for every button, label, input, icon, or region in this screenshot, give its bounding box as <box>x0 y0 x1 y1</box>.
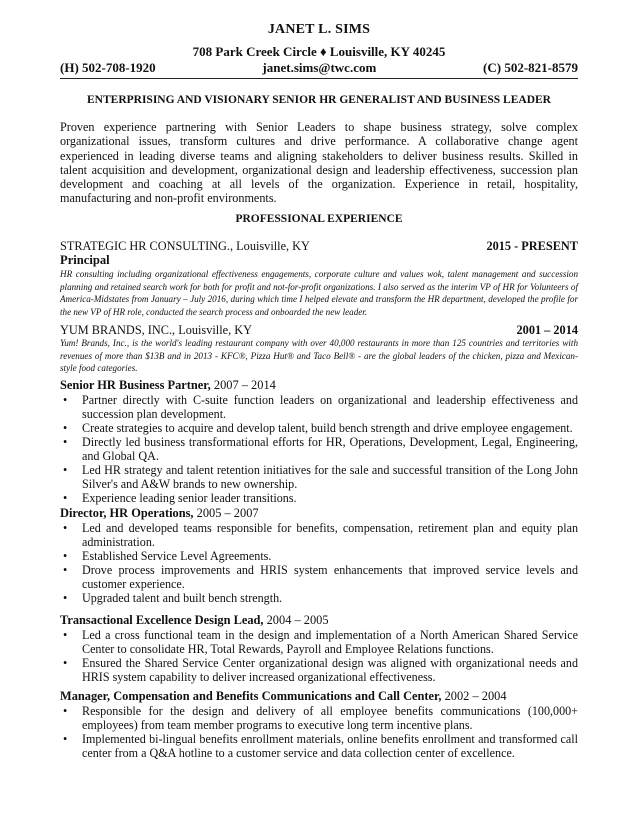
bullet-icon: • <box>63 521 68 535</box>
candidate-name: JANET L. SIMS <box>267 22 371 37</box>
bullet-icon: • <box>63 656 68 670</box>
list-item: • Led and developed teams responsible for benefits, compensation, retirement plan and equity plan administration. <box>63 521 578 549</box>
summary-paragraph: Proven experience partnering with Senior Leaders to shape business strategy, solve complex organizational issues, transform cultures and drive performance. A collaborative change agent experienced in leading diverse teams and aligning stakeholders to deliver business results. Skilled in talent acquisition and development, organizational design and leadership effectiveness, succession plan development and coaching at all levels of the organization. Experience in retail, hospitality, manufacturing and non-profit environments. <box>60 120 578 206</box>
job-header <box>60 323 578 337</box>
bullet-icon: • <box>63 591 68 605</box>
bullet-list <box>60 704 578 760</box>
bullet-icon: • <box>63 732 68 746</box>
job-entry <box>60 323 578 375</box>
bullet-list <box>60 628 578 684</box>
header-divider <box>60 78 578 79</box>
contact-line <box>60 60 578 76</box>
list-item: • Drove process improvements and HRIS system enhancements that improved service levels and customer experience. <box>63 563 578 591</box>
role-dates: 2007 – 2014 <box>210 378 276 392</box>
role-dates: 2002 – 2004 <box>441 689 507 703</box>
list-item: • Create strategies to acquire and develop talent, build bench strength and drive employee engagement. <box>63 421 573 435</box>
bullet-icon: • <box>63 463 68 477</box>
list-item: • Led HR strategy and talent retention initiatives for the sale and successful transition of the Long John Silver's and A&W brands to new ownership. <box>63 463 578 491</box>
role-entry <box>60 689 578 760</box>
job-title: Principal <box>60 253 110 267</box>
role-entry <box>60 613 578 684</box>
email: janet.sims@twc.com <box>262 60 377 75</box>
role-entry <box>60 378 578 505</box>
role-title: Senior HR Business Partner, <box>60 378 211 392</box>
bullet-icon: • <box>63 421 68 435</box>
list-item: • Implemented bi-lingual benefits enrollment materials, online benefits enrollment and transformed call center from a Q&A hotline to a customer service and data collection center of excellence. <box>63 732 578 760</box>
bullet-list <box>60 521 578 605</box>
role-title: Manager, Compensation and Benefits Communications and Call Center, <box>60 689 442 703</box>
job-dates: 2001 – 2014 <box>516 323 578 337</box>
role-header <box>60 506 578 521</box>
bullet-icon: • <box>63 628 68 642</box>
bullet-icon: • <box>63 549 68 563</box>
list-item: • Led a cross functional team in the design and implementation of a North American Shared Service Center to consolidate HR, Total Rewards, Payroll and Employee Relations functions. <box>63 628 578 656</box>
list-item: • Partner directly with C-suite function leaders on organizational and leadership effectiveness and succession plan development. <box>63 393 578 421</box>
job-header <box>60 239 578 253</box>
section-title: PROFESSIONAL EXPERIENCE <box>235 213 403 225</box>
list-item: • Ensured the Shared Service Center organizational design was aligned with organizational needs and HRIS system capability to deliver increased organizational effectiveness. <box>63 656 578 684</box>
list-item: • Upgraded talent and built bench strength. <box>63 591 283 605</box>
address: 708 Park Creek Circle ♦ Louisville, KY 40245 <box>192 44 446 59</box>
role-header <box>60 613 578 628</box>
list-item: • Responsible for the design and delivery of all employee benefits communications (100,000+ employees) from team member programs to executive long term incentive plans. <box>63 704 578 732</box>
list-item: • Established Service Level Agreements. <box>63 549 272 563</box>
job-entry <box>60 239 578 318</box>
cell-phone: (C) 502-821-8579 <box>483 60 578 75</box>
employer: YUM BRANDS, INC., Louisville, KY <box>60 323 252 337</box>
job-description: HR consulting including organizational effectiveness engagements, corporate culture and values wok, talent management and succession planning and retained search work for both for profit and not-for-profit organizations. I also served as the interim VP of HR for Volunteers of America-Midstates from January – July 2016, during which time I helped elevate and transform the HR department, developed the profile for the new VP of HR role, conducted the search process and onboarded the new leader. <box>60 269 578 317</box>
employer: STRATEGIC HR CONSULTING., Louisville, KY <box>60 239 310 253</box>
list-item: • Experience leading senior leader transitions. <box>63 491 297 505</box>
role-title: Transactional Excellence Design Lead, <box>60 613 264 627</box>
role-title: Director, HR Operations, <box>60 506 194 520</box>
role-header <box>60 689 578 704</box>
role-dates: 2005 – 2007 <box>193 506 259 520</box>
bullet-list <box>60 393 578 505</box>
role-header <box>60 378 578 393</box>
bullet-icon: • <box>63 563 68 577</box>
headline: ENTERPRISING AND VISIONARY SENIOR HR GENERALIST AND BUSINESS LEADER <box>87 94 551 106</box>
role-dates: 2004 – 2005 <box>263 613 329 627</box>
bullet-icon: • <box>63 393 68 407</box>
list-item: • Directly led business transformational efforts for HR, Operations, Development, Legal, Engineering, and Global QA. <box>63 435 578 463</box>
company-description: Yum! Brands, Inc., is the world's leading restaurant company with over 40,000 restaurants in more than 125 countries and territories with revenues of more than $13B and in 2013 - KFC®, Pizza Hut® and Taco Bell® - are the global leaders of the chicken, pizza and Mexican-style food categories. <box>60 338 578 374</box>
bullet-icon: • <box>63 704 68 718</box>
job-dates: 2015 - PRESENT <box>486 239 578 253</box>
bullet-icon: • <box>63 491 68 505</box>
role-entry <box>60 506 578 605</box>
home-phone: (H) 502-708-1920 <box>60 60 156 75</box>
bullet-icon: • <box>63 435 68 449</box>
